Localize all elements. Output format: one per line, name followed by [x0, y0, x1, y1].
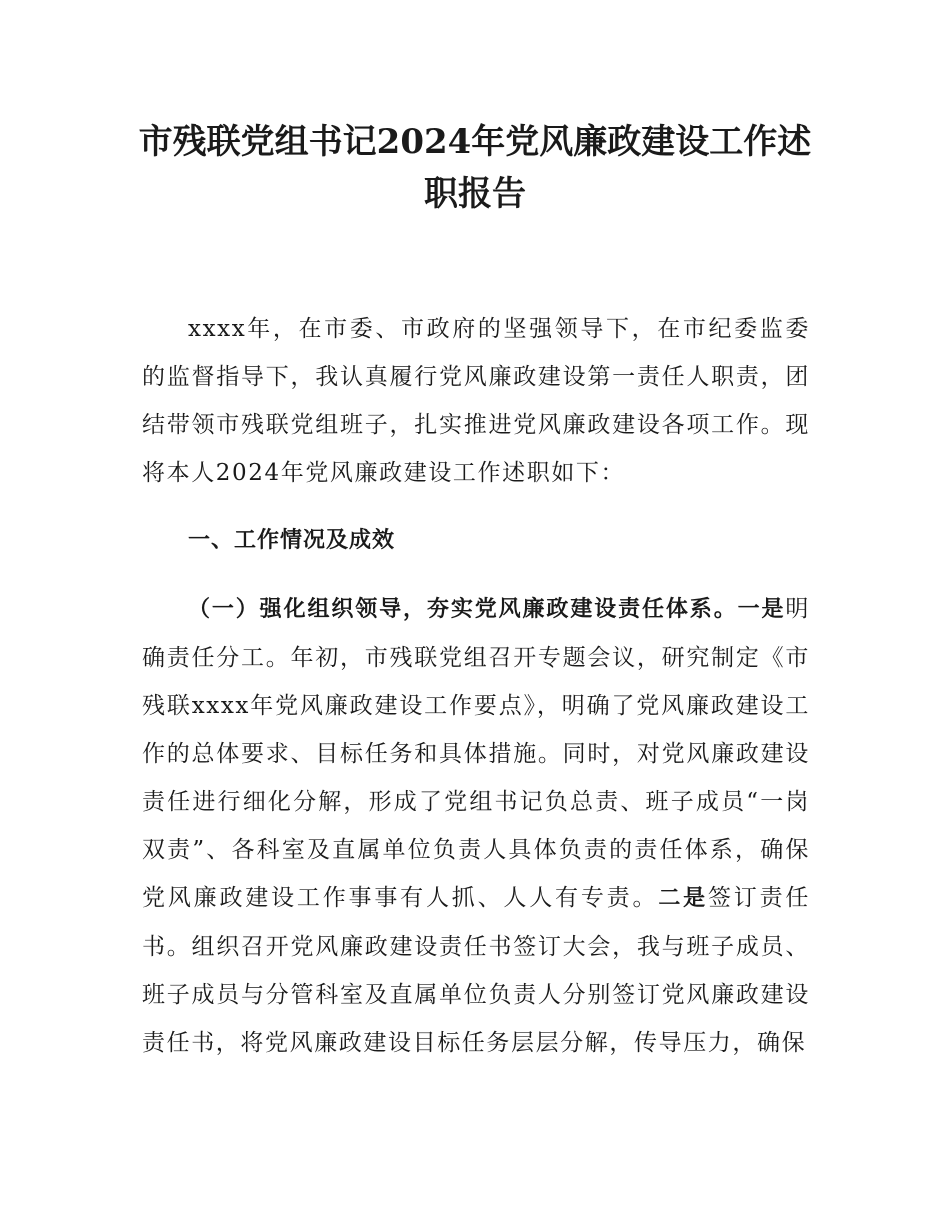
document-body: [142, 305, 810, 1067]
text-one: 明确责任分工。年初，市残联党组召开专题会议，研究制定《市残联xxxx年党风廉政建设工作要点》，明确了党风廉政建设工作的总体要求、目标任务和具体措施。同时，对党风廉政建设责任进行细化分解，形成了党组书记负总责、班子成员“一岗双责”、各科室及直属单位负责人具体负责的责任体系，确保党风廉政建设工作事事有人抓、人人有专责。: [142, 596, 810, 911]
intro-paragraph: xxxx年，在市委、市政府的坚强领导下，在市纪委监委的监督指导下，我认真履行党风廉政建设第一责任人职责，团结带领市残联党组班子，扎实推进党风廉政建设各项工作。现将本人2024年党风廉政建设工作述职如下：: [142, 316, 810, 486]
text-two: 签订责任书。组织召开党风廉政建设责任书签订大会，我与班子成员、班子成员与分管科室及直属单位负责人分别签订党风廉政建设责任书，将党风廉政建设目标任务层层分解，传导压力，确保: [142, 885, 811, 1056]
section-paragraph: [142, 585, 810, 1067]
document-title: 市残联党组书记2024年党风廉政建设工作述职报告: [138, 122, 812, 214]
sub-heading: （一）强化组织领导，夯实党风廉政建设责任体系。: [188, 597, 738, 622]
section-heading: 一、工作情况及成效: [188, 528, 396, 553]
lead-one: 一是: [737, 597, 786, 622]
lead-two: 二是: [658, 886, 708, 911]
